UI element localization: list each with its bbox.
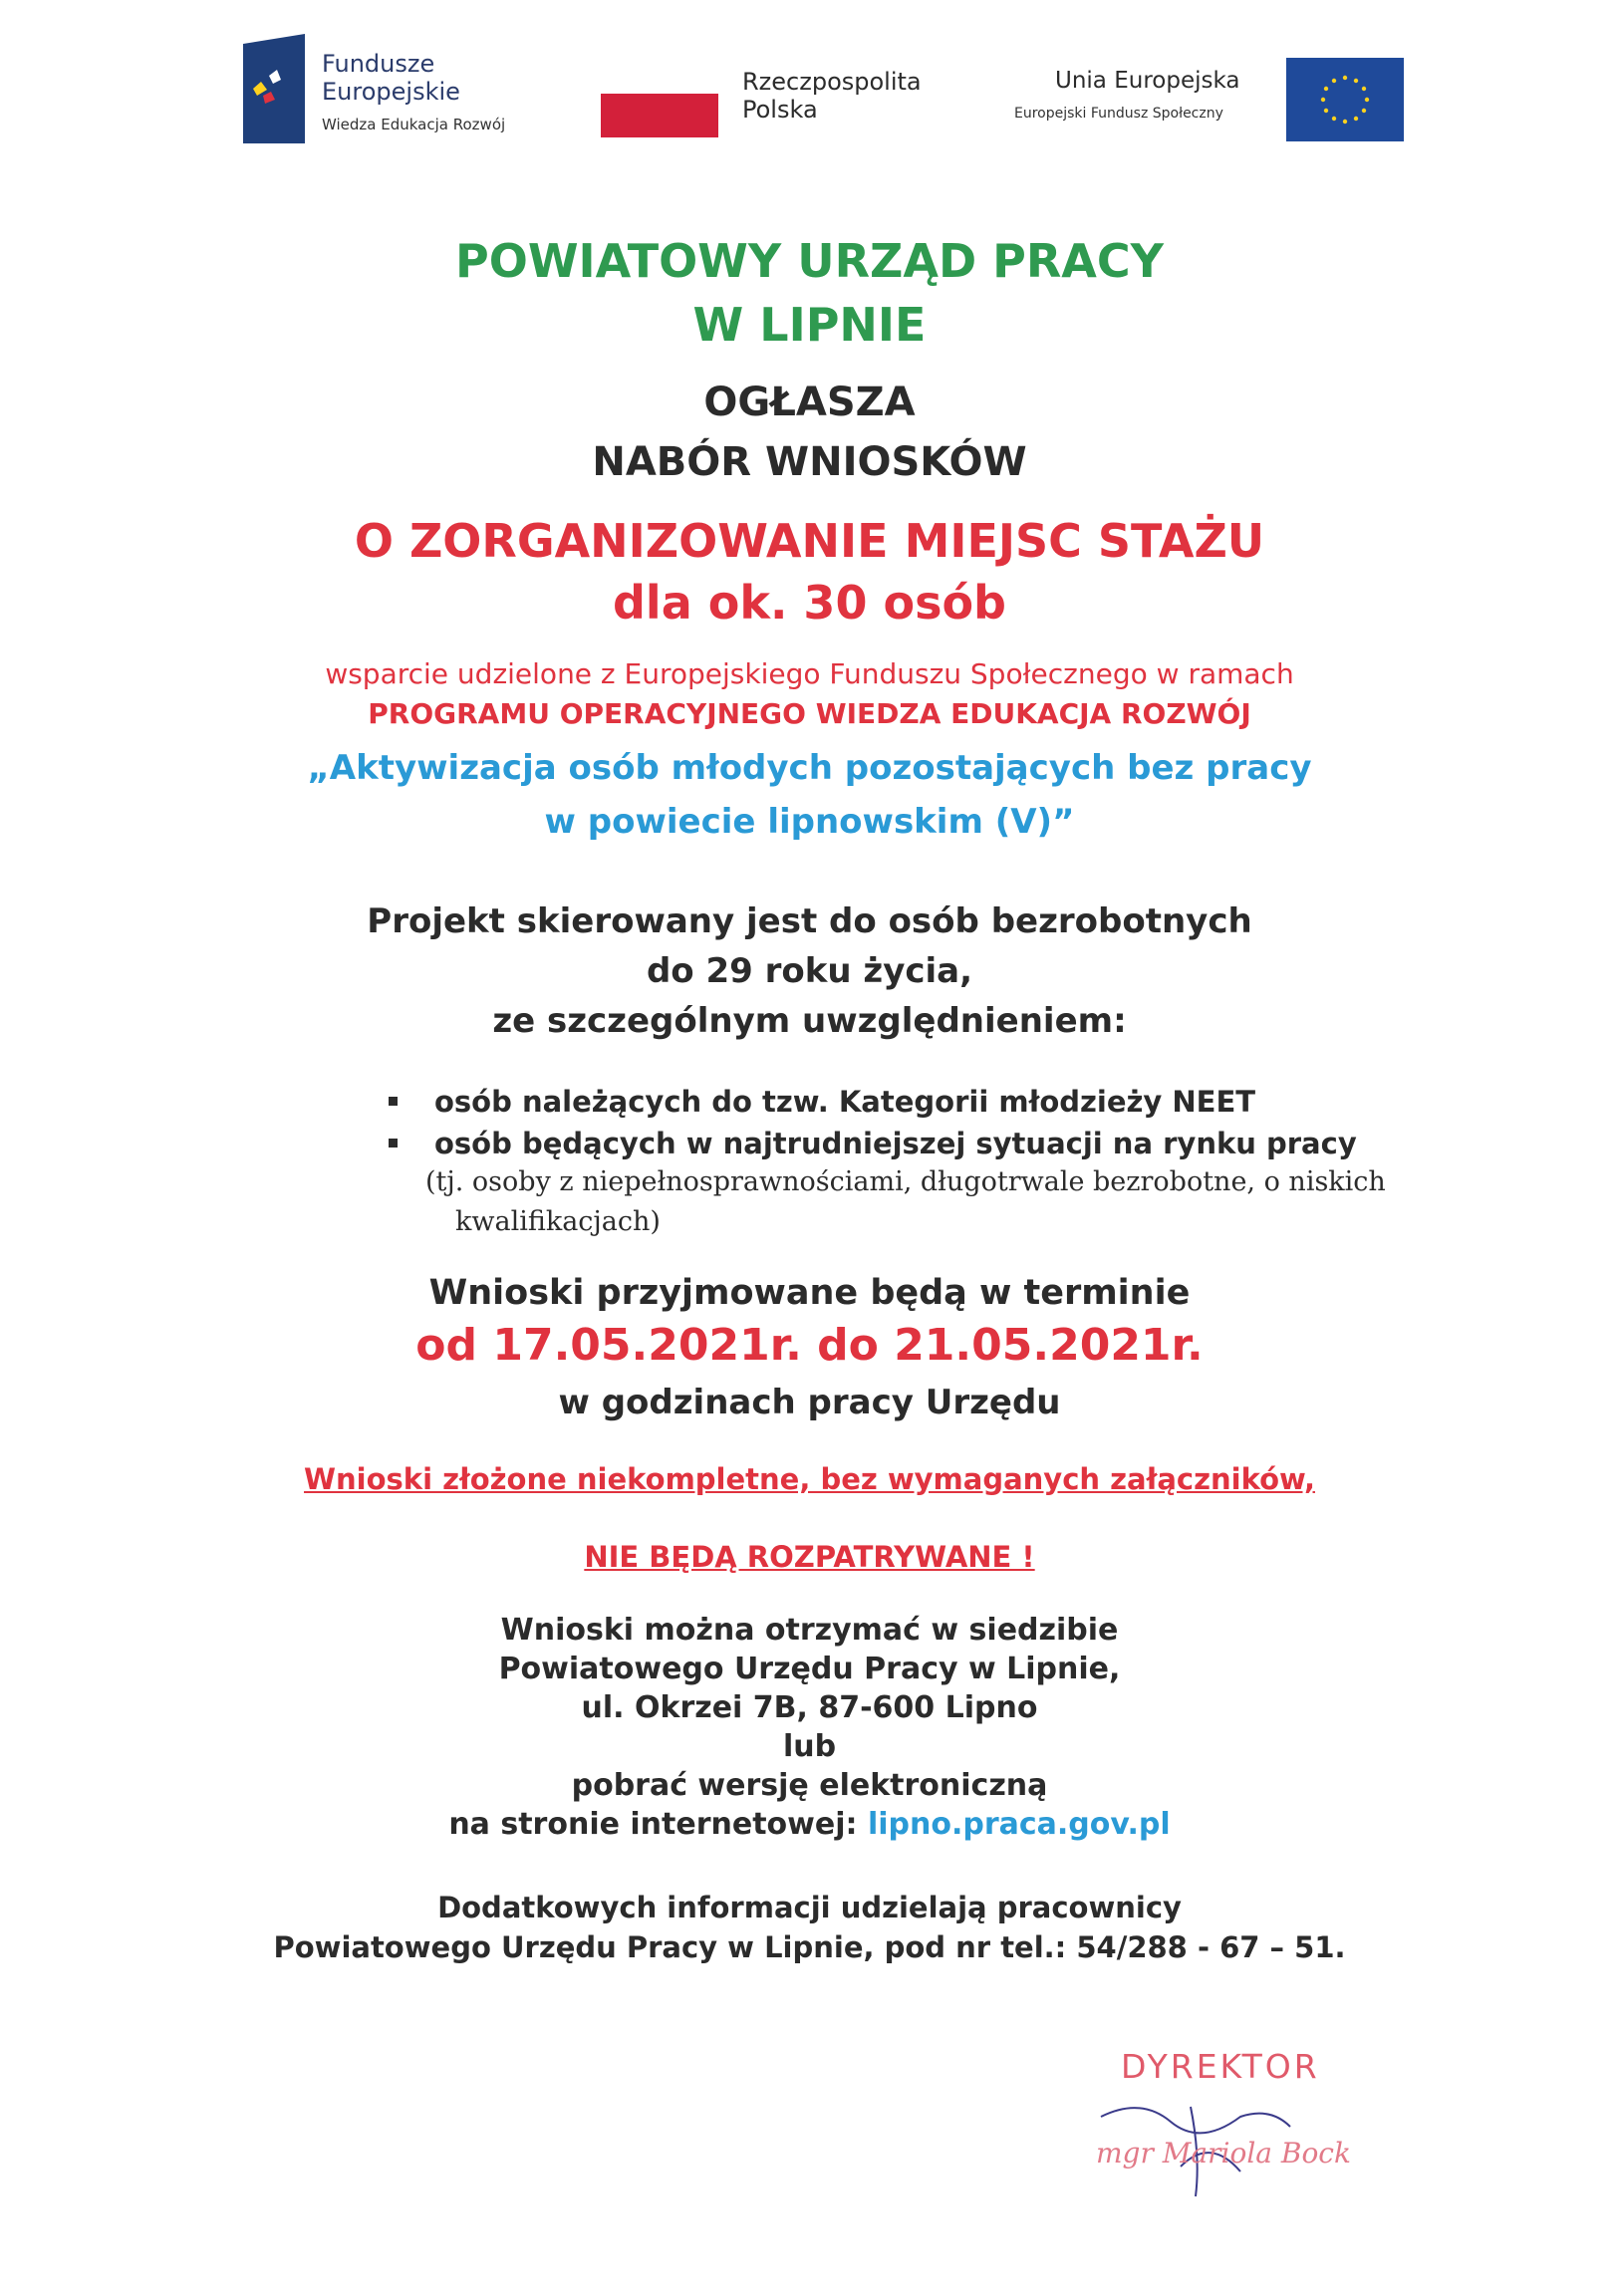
bullet-square-icon: [389, 1097, 398, 1106]
office-title: POWIATOWY URZĄD PRACY W LIPNIE: [455, 234, 1164, 352]
contact-info: Dodatkowych informacji udzielają pracownicy Powiatowego Urzędu Pracy w Lipnie, pod nr tel.: 54/288 - 67 – 51.: [273, 1891, 1346, 1964]
deadline-hours: w godzinach pracy Urzędu: [558, 1383, 1061, 1422]
director-stamp: [1081, 2047, 1400, 2206]
bullet-note: (tj. osoby z niepełnosprawnościami, długotrwale bezrobotne, o niskich kwalifikacjach): [425, 1166, 1386, 1237]
fe-logo-subtext: Wiedza Edukacja Rozwój: [322, 116, 506, 133]
target-group: Projekt skierowany jest do osób bezrobotnych do 29 roku życia, ze szczególnym uwzględnieniem:: [367, 901, 1252, 1041]
warning-line: Wnioski złożone niekompletne, bez wymaganych załączników,: [304, 1462, 1315, 1496]
stamp-name: mgr Mariola Bock: [1096, 2137, 1351, 2169]
eu-logo-subtitle: Europejski Fundusz Społeczny: [1014, 106, 1223, 122]
fe-logo-text: Fundusze Europejskie: [322, 50, 460, 106]
deadline-dates: od 17.05.2021r. do 21.05.2021r.: [415, 1320, 1204, 1371]
eu-flag-icon: [1286, 58, 1404, 141]
website-link[interactable]: lipno.praca.gov.pl: [867, 1807, 1171, 1842]
funding-line: wsparcie udzielone z Europejskiego Funduszu Społecznego w ramach: [325, 657, 1294, 690]
announcement-title: OGŁASZA NABÓR WNIOSKÓW: [592, 380, 1027, 485]
application-info: Wnioski można otrzymać w siedzibie Powiatowego Urzędu Pracy w Lipnie, ul. Okrzei 7B, 87-600 Lipno lub pobrać wersję elektroniczną na stronie internetowej: lipno.praca.gov.pl: [448, 1613, 1171, 1842]
eu-logo-title: Unia Europejska: [1055, 68, 1240, 94]
pl-logo-text: Rzeczpospolita Polska: [742, 68, 922, 124]
project-title: „Aktywizacja osób młodych pozostających bez pracy w powiecie lipnowskim (V)”: [307, 748, 1312, 842]
stamp-title: DYREKTOR: [1121, 2047, 1320, 2086]
program-name: PROGRAMU OPERACYJNEGO WIEDZA EDUKACJA ROZWÓJ: [368, 697, 1251, 730]
bullet-square-icon: [389, 1139, 398, 1148]
deadline-intro: Wnioski przyjmowane będą w terminie: [428, 1273, 1191, 1313]
poland-flag-icon: [601, 94, 718, 137]
warning-emphasis: NIE BĘDĄ ROZPATRYWANE !: [584, 1540, 1035, 1574]
fundusze-europejskie-logo-icon: [243, 34, 305, 143]
subject-heading: O ZORGANIZOWANIE MIEJSC STAŻU dla ok. 30 osób: [354, 514, 1265, 630]
